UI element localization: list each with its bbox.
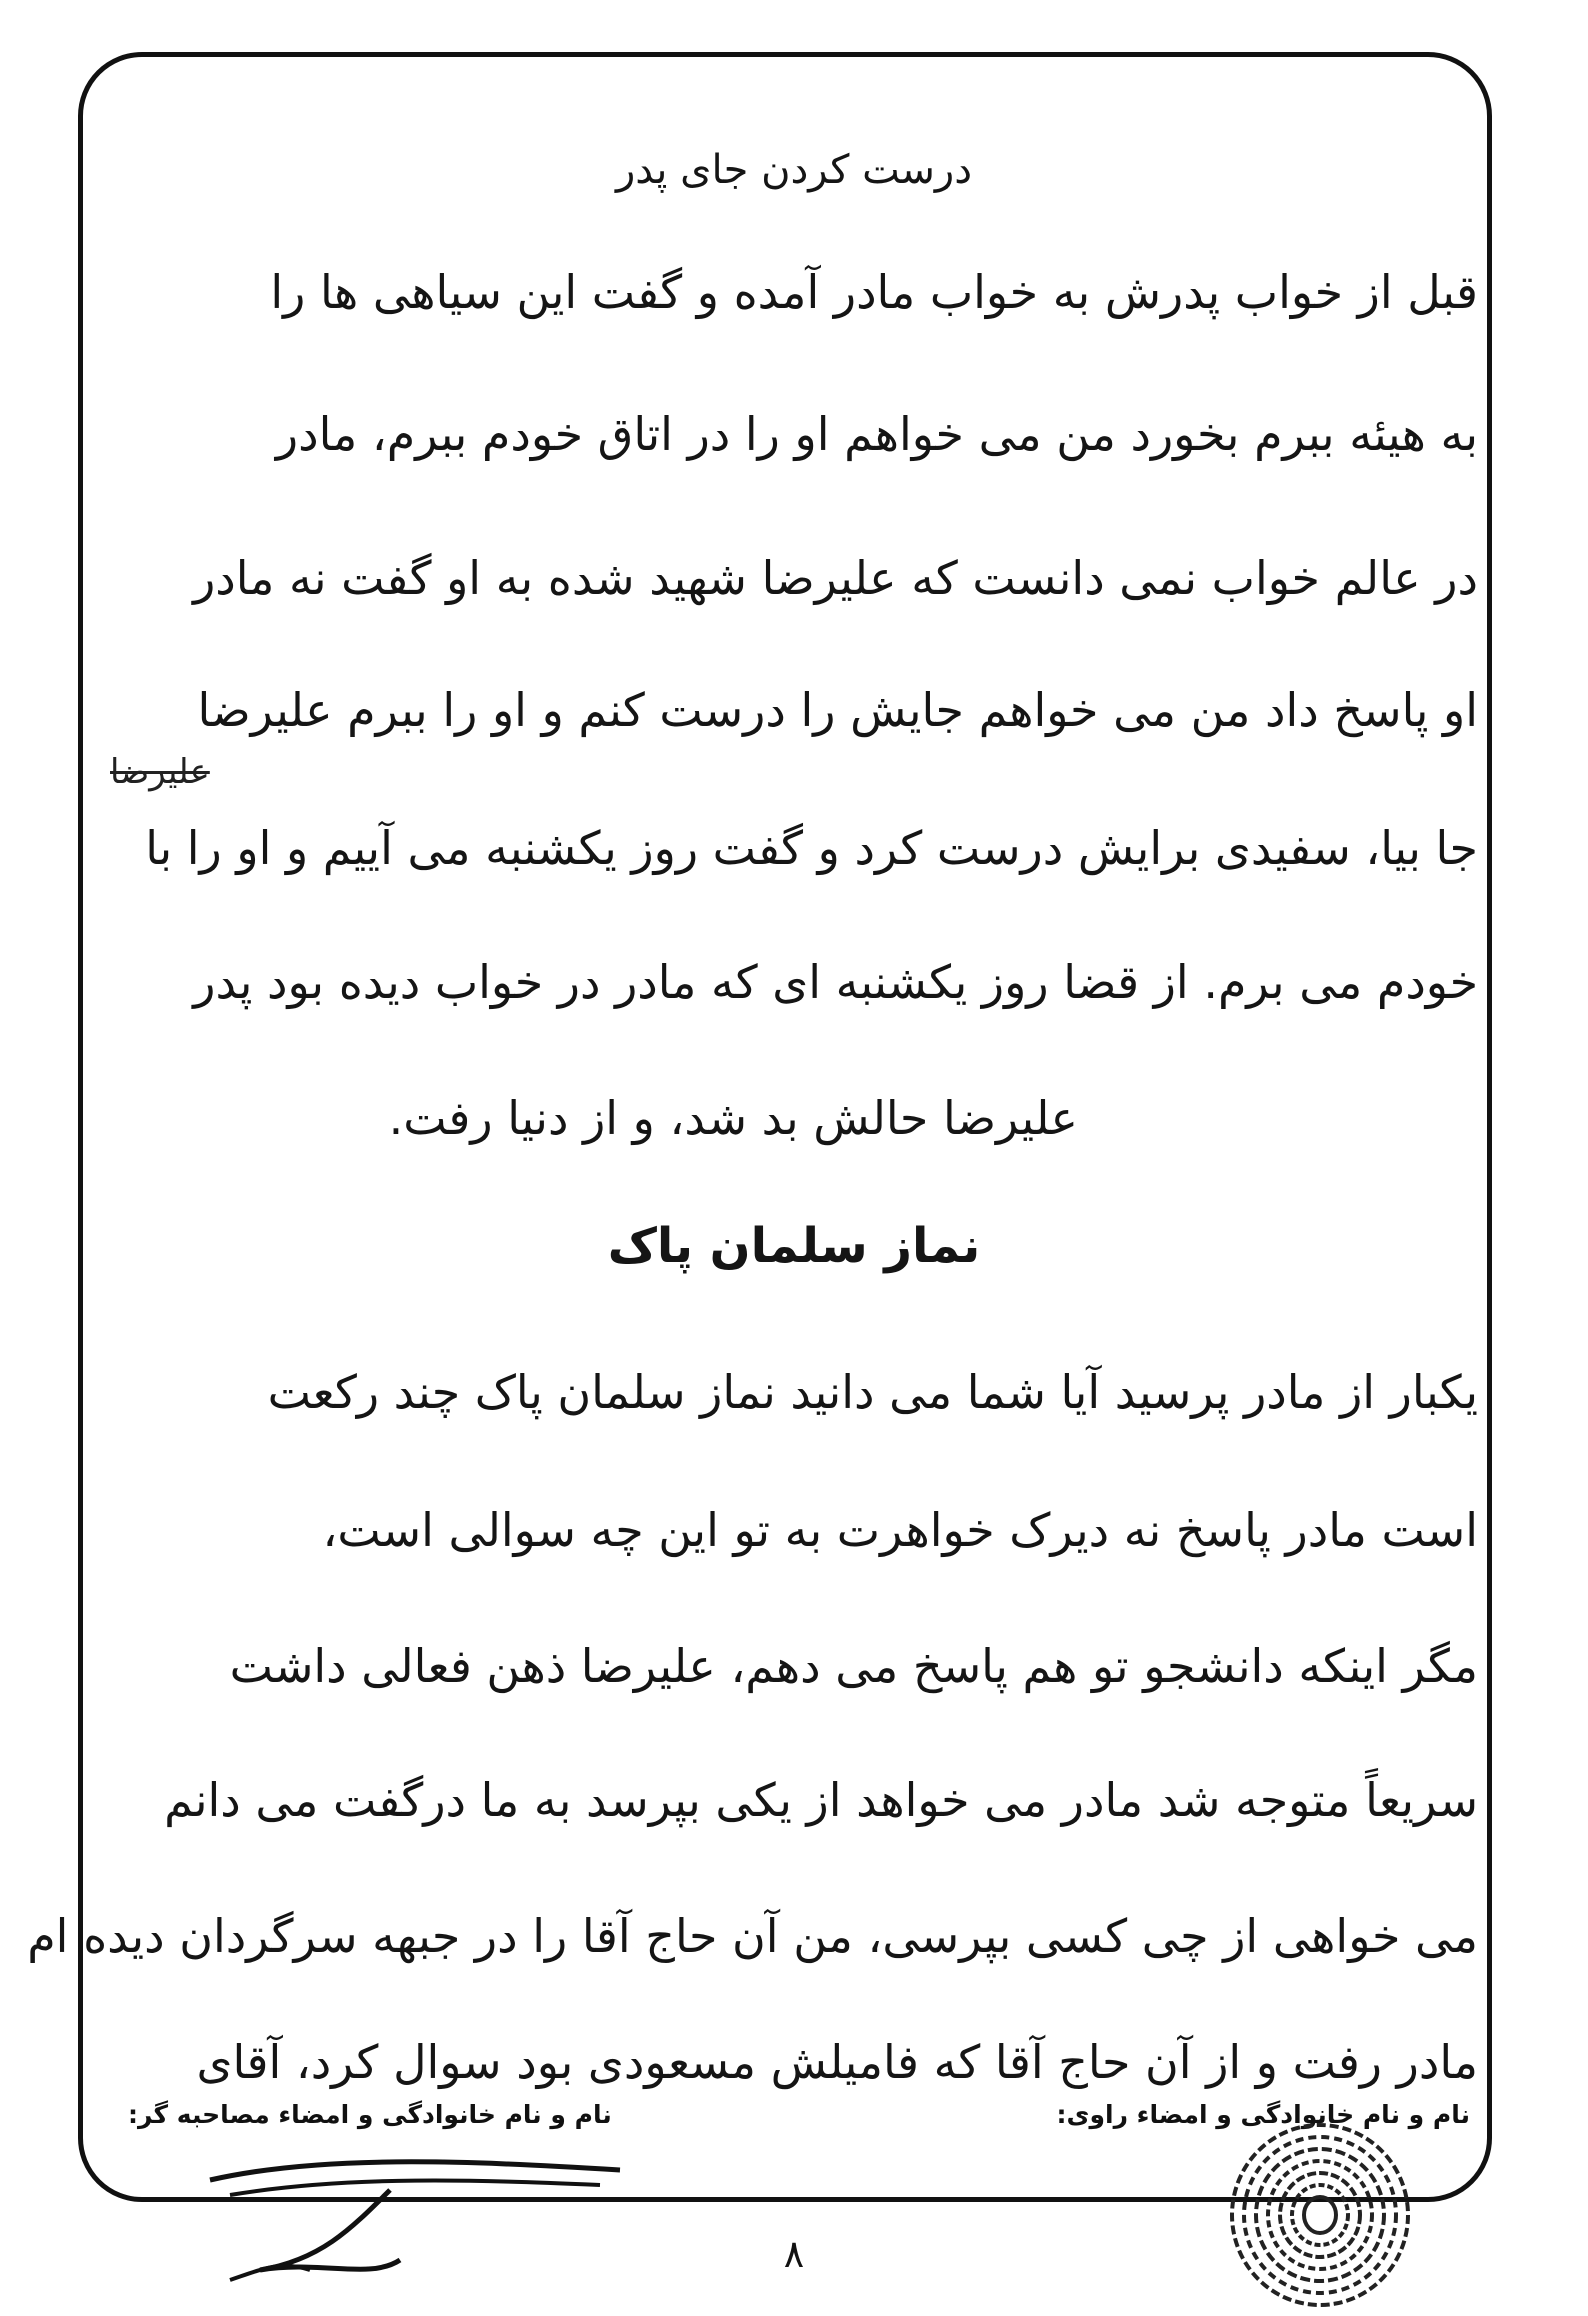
document-title: درست کردن جای پدر bbox=[615, 147, 973, 193]
text-line: خودم می برم. از قضا روز یکشنبه ای که مادر در خواب دیده بود پدر bbox=[193, 955, 1478, 1009]
text-line: مگر اینکه دانشجو تو هم پاسخ می دهم، علیرضا ذهن فعالی داشت bbox=[229, 1639, 1478, 1693]
text-line: در عالم خواب نمی دانست که علیرضا شهید شده به او گفت نه مادر bbox=[193, 551, 1478, 605]
narrator-signature-label: نام و نام خانوادگی و امضاء راوی: bbox=[1056, 2100, 1470, 2129]
text-line: مادر رفت و از آن حاج آقا که فامیلش مسعودی بود سوال کرد، آقای bbox=[196, 2035, 1478, 2089]
text-line: جا بیا، سفیدی برایش درست کرد و گفت روز یکشنبه می آییم و او را با bbox=[145, 821, 1478, 875]
text-line: علیرضا حالش بد شد، و از دنیا رفت. bbox=[388, 1091, 1078, 1145]
section-title: نماز سلمان پاک bbox=[607, 1218, 981, 1274]
text-line: می خواهی از چی کسی بپرسی، من آن حاج آقا را در جبهه سرگردان دیده ام bbox=[27, 1909, 1478, 1963]
text-line: سریعاً متوجه شد مادر می خواهد از یکی بپرسد به ما درگفت می دانم bbox=[164, 1773, 1478, 1827]
struck-word: علیرضا bbox=[110, 752, 210, 792]
interviewer-signature bbox=[200, 2150, 640, 2300]
fingerprint-icon bbox=[1220, 2110, 1420, 2310]
text-line: قبل از خواب پدرش به خواب مادر آمده و گفت این سیاهی ها را bbox=[270, 265, 1478, 319]
text-line: است مادر پاسخ نه دیرک خواهرت به تو این چه سوالی است، bbox=[322, 1503, 1478, 1557]
interviewer-signature-label: نام و نام خانوادگی و امضاء مصاحبه گر: bbox=[128, 2100, 612, 2129]
page-number: ۸ bbox=[783, 2232, 805, 2276]
text-line: او پاسخ داد من می خواهم جایش را درست کنم و او را ببرم علیرضا bbox=[197, 683, 1478, 737]
text-line: به هیئه ببرم بخورد من می خواهم او را در اتاق خودم ببرم، مادر bbox=[275, 407, 1478, 461]
text-line: یکبار از مادر پرسید آیا شما می دانید نماز سلمان پاک چند رکعت bbox=[267, 1365, 1478, 1419]
